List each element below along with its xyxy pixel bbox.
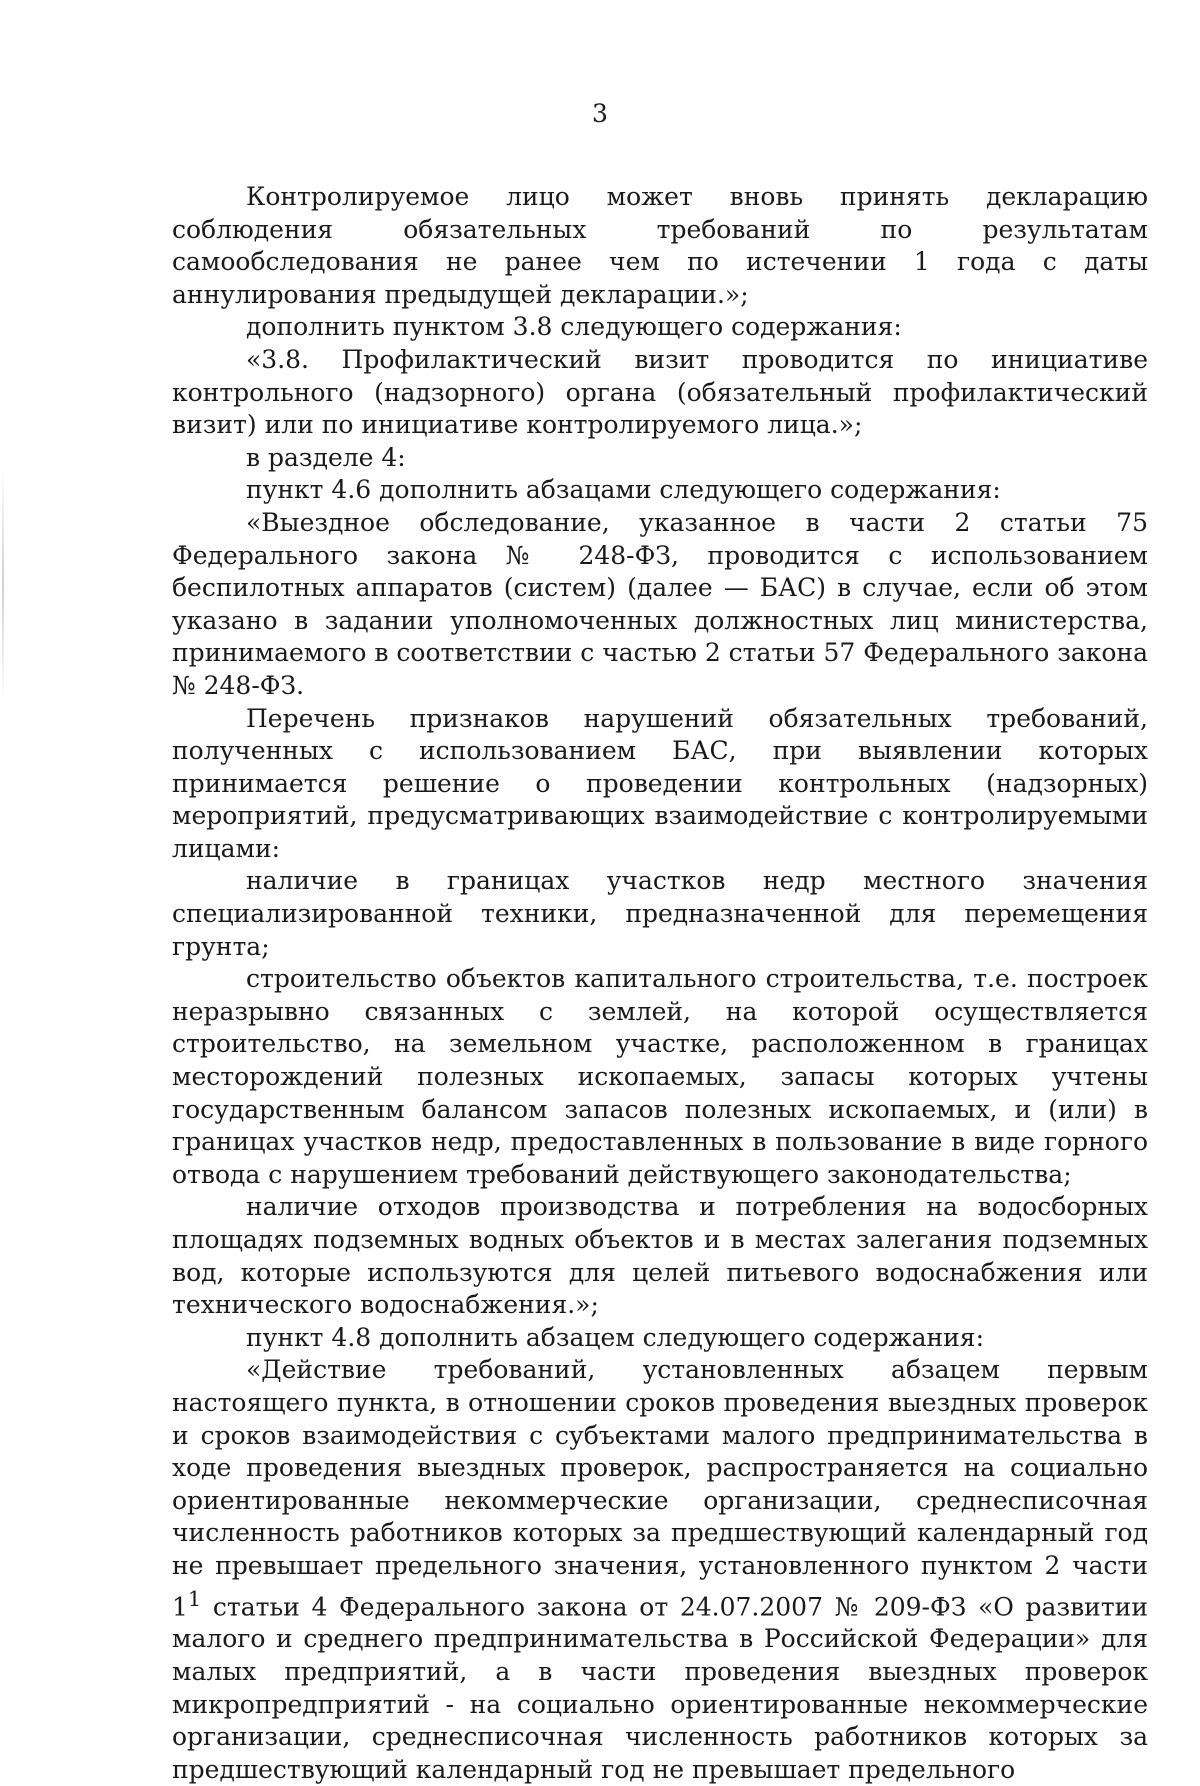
page-number: 3 [592,99,608,128]
paragraph-list-item-construction: строительство объектов капитального строительства, т.е. построек неразрывно связанных с землей, на которой осуществляется строительство, на земельном участке, расположенном в границах месторождений полезных ископаемых, запасы которых учтены государственным балансом запасов полезных ископаемых, и (или) в границах участков недр, предоставленных в пользование в виде горного отвода с нарушением требований действующего законодательства; [172,964,1148,1189]
paragraph-section-4: в разделе 4: [246,442,406,472]
paragraph-add-item-3-8: дополнить пунктом 3.8 следующего содержания: [246,312,902,342]
paragraph-item-4-6-intro: пункт 4.6 дополнить абзацами следующего содержания: [246,475,1001,505]
paragraph-text-part-1: «Действие требований, установленных абзацем первым настоящего пункта, в отношении сроков проведения выездных проверок и сроков взаимодействия с субъектами малого предпринимательства в ходе проведения выездных проверок, распространяется на социально ориентированные некоммерческие организации, среднесписочная численность работников которых за предшествующий календарный год не превышает предельного значения, установленного пунктом 2 части 1 [172,1355,1148,1621]
paragraph-list-item-machinery: наличие в границах участков недр местного значения специализированной техники, предназначенной для перемещения грунта; [172,866,1148,961]
paragraph-item-3-8-text: «3.8. Профилактический визит проводится по инициативе контрольного (надзорного) органа (обязательный профилактический визит) или по инициативе контролируемого лица.»; [172,344,1148,440]
paragraph-declaration-renewal: Контролируемое лицо может вновь принять декларацию соблюдения обязательных требований по результатам самообследования не ранее чем по истечении 1 года с даты аннулирования предыдущей декларации.»; [172,182,1148,309]
document-body [172,181,1148,1786]
paragraph-list-item-waste: наличие отходов производства и потребления на водосборных площадях подземных водных объектов и в местах залегания подземных вод, которые используются для целей питьевого водоснабжения или технического водоснабжения.»; [172,1192,1148,1320]
paragraph-field-inspection-bas: «Выездное обследование, указанное в части 2 статьи 75 Федерального закона № 248-ФЗ, проводится с использованием беспилотных аппаратов (систем) (далее — БАС) в случае, если об этом указано в задании уполномоченных должностных лиц министерства, принимаемого в соответствии с частью 2 статьи 57 Федерального закона № 248-ФЗ. [172,507,1148,700]
paragraph-small-business-requirements [172,1354,1148,1786]
scan-edge-mark [2,470,4,700]
paragraph-item-4-8-intro: пункт 4.8 дополнить абзацем следующего содержания: [246,1322,985,1352]
paragraph-violation-signs-list-intro: Перечень признаков нарушений обязательных требований, полученных с использованием БАС, при выявлении которых принимается решение о проведении контрольных (надзорных) мероприятий, предусматривающих взаимодействие с контролируемыми лицами: [172,703,1148,863]
paragraph-text-part-2: статьи 4 Федерального закона от 24.07.2007 № 209-ФЗ «О развитии малого и среднего предпринимательства в Российской Федерации» для малых предприятий, а в части проведения выездных проверок микропредприятий - на социально ориентированные некоммерческие организации, среднесписочная численность работников которых за предшествующий календарный год не превышает предельного [172,1591,1148,1784]
superscript-one: 1 [187,1586,202,1611]
